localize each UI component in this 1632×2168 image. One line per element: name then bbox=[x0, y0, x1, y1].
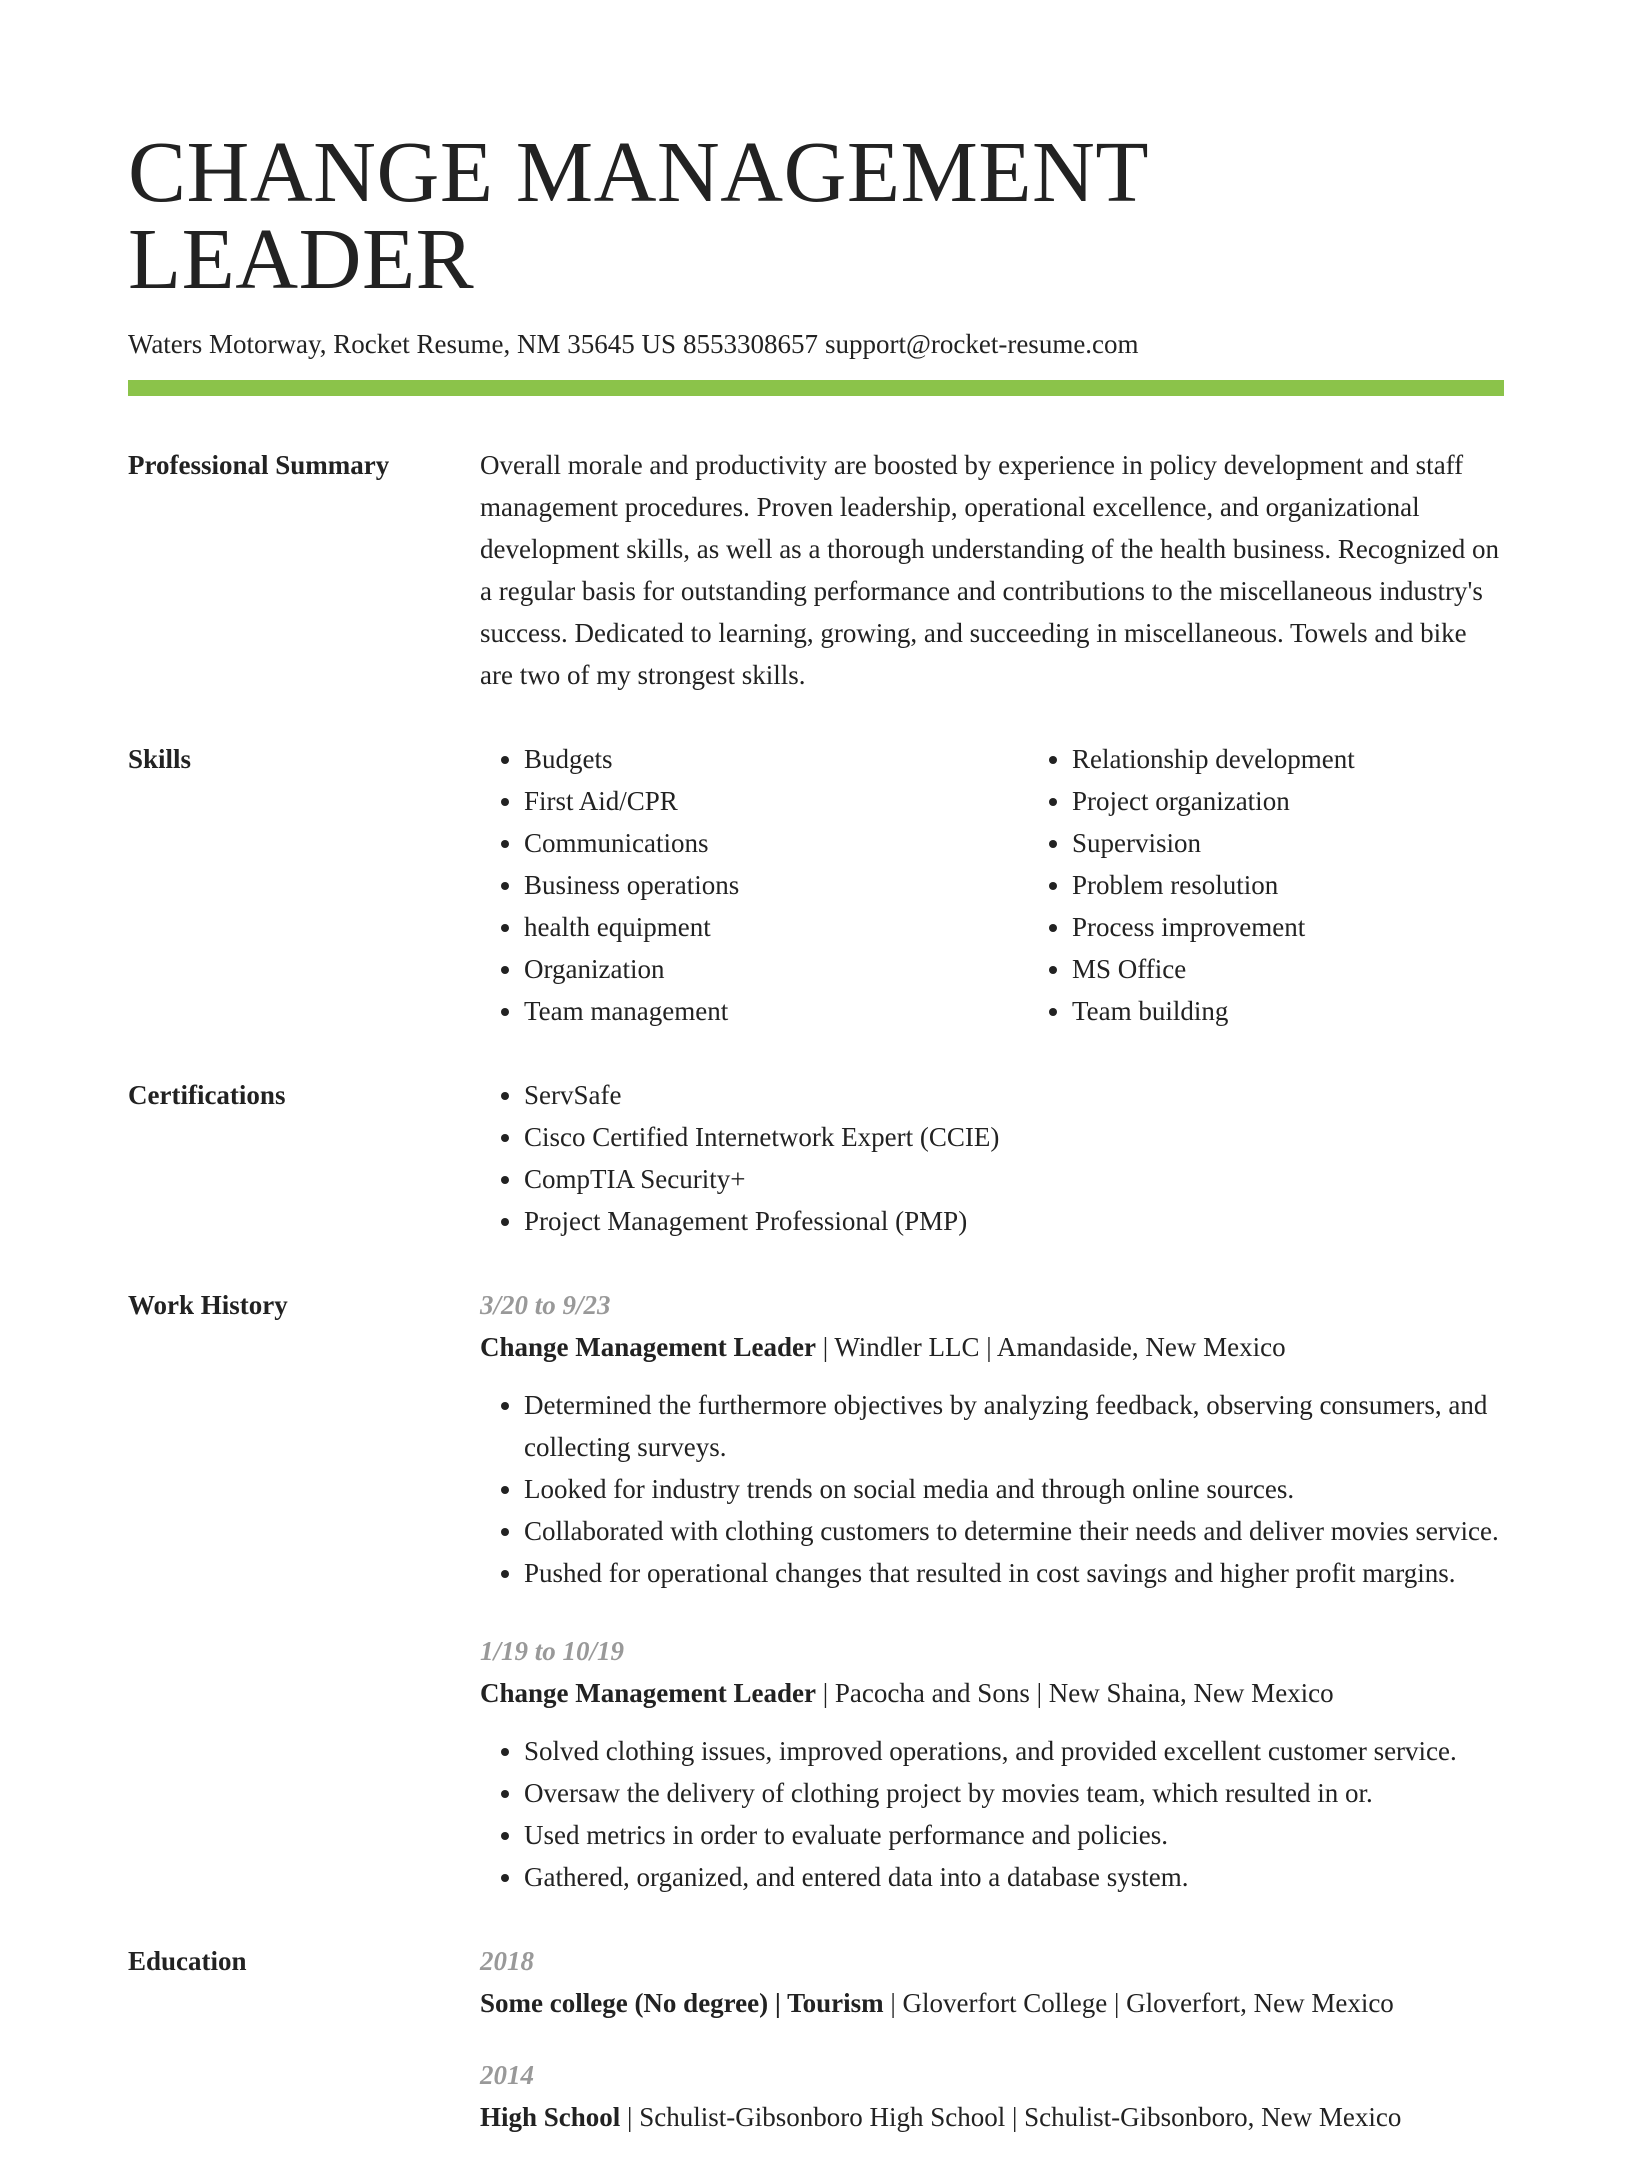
education-heading bbox=[480, 2096, 1504, 2138]
education-heading bbox=[480, 1982, 1504, 2024]
skills-list-right bbox=[1028, 738, 1576, 1032]
job-bullet: • Pushed for operational changes that resulted in cost savings and higher profit margins. bbox=[524, 1552, 1504, 1594]
skills-section bbox=[128, 738, 1504, 1032]
job-position: Change Management Leader bbox=[480, 1332, 816, 1363]
job-bullet: • Oversaw the delivery of clothing project by movies team, which resulted in or. bbox=[524, 1772, 1504, 1814]
section-title-skills: Skills bbox=[128, 744, 192, 775]
certifications-section bbox=[128, 1074, 1504, 1242]
education-school: | Gloverfort College | Gloverfort, New Mexico bbox=[883, 1988, 1394, 2019]
work-history-section bbox=[128, 1284, 1504, 1898]
skill-item: • Project organization bbox=[1072, 780, 1576, 822]
skill-item: • Problem resolution bbox=[1072, 864, 1576, 906]
skills-columns bbox=[480, 738, 1576, 1032]
certification-item: • CompTIA Security+ bbox=[524, 1158, 1504, 1200]
job-bullet: • Looked for industry trends on social media and through online sources. bbox=[524, 1468, 1504, 1510]
contact-phone: 8553308657 bbox=[683, 329, 819, 359]
certification-item: • Cisco Certified Internetwork Expert (CCIE) bbox=[524, 1116, 1504, 1158]
education-entry bbox=[480, 2054, 1504, 2138]
skill-item: • MS Office bbox=[1072, 948, 1576, 990]
skill-item: • Budgets bbox=[524, 738, 1028, 780]
job-dates: 1/19 to 10/19 bbox=[480, 1636, 625, 1667]
summary-text: Overall morale and productivity are boosted by experience in policy development and staff management procedures. Proven leadership, operational excellence, and organizational development skills, as well as a thorough understanding of the health business. Recognized on a regular basis for outstanding performance and contributions to the miscellaneous industry's success. Dedicated to learning, growing, and succeeding in miscellaneous. Towels and bike are two of my strongest skills. bbox=[480, 450, 1500, 691]
skills-list-left bbox=[480, 738, 1028, 1032]
section-title-certifications: Certifications bbox=[128, 1080, 286, 1111]
skill-item: • Organization bbox=[524, 948, 1028, 990]
skill-item: • Relationship development bbox=[1072, 738, 1576, 780]
job-entry bbox=[480, 1284, 1504, 1594]
skill-item: • First Aid/CPR bbox=[524, 780, 1028, 822]
job-heading bbox=[480, 1326, 1504, 1368]
contact-email[interactable]: support@rocket-resume.com bbox=[825, 329, 1139, 359]
job-bullet: • Determined the furthermore objectives by analyzing feedback, observing consumers, and collecting surveys. bbox=[524, 1384, 1504, 1468]
job-bullet: • Solved clothing issues, improved operations, and provided excellent customer service. bbox=[524, 1730, 1504, 1772]
certification-item: • ServSafe bbox=[524, 1074, 1504, 1116]
skill-item: • Business operations bbox=[524, 864, 1028, 906]
work-history-body bbox=[480, 1284, 1504, 1898]
education-degree: Some college (No degree) | Tourism bbox=[480, 1988, 884, 2019]
skill-item: • Supervision bbox=[1072, 822, 1576, 864]
job-position: Change Management Leader bbox=[480, 1678, 816, 1709]
skill-item: • Team management bbox=[524, 990, 1028, 1032]
section-title-work-history: Work History bbox=[128, 1290, 288, 1321]
job-bullets bbox=[480, 1384, 1504, 1594]
job-dates: 3/20 to 9/23 bbox=[480, 1290, 611, 1321]
certification-item: • Project Management Professional (PMP) bbox=[524, 1200, 1504, 1242]
certifications-body bbox=[480, 1074, 1504, 1242]
skill-item: • Communications bbox=[524, 822, 1028, 864]
education-body bbox=[480, 1940, 1504, 2168]
section-title-summary: Professional Summary bbox=[128, 450, 390, 481]
contact-address: Waters Motorway, Rocket Resume, NM 35645 US bbox=[128, 329, 677, 359]
job-bullet: • Used metrics in order to evaluate performance and policies. bbox=[524, 1814, 1504, 1856]
accent-divider bbox=[128, 380, 1504, 396]
education-year: 2018 bbox=[480, 1946, 534, 1977]
education-degree: High School bbox=[480, 2102, 621, 2133]
education-entry bbox=[480, 1940, 1504, 2024]
contact-line bbox=[128, 328, 1504, 360]
job-bullet: • Gathered, organized, and entered data into a database system. bbox=[524, 1856, 1504, 1898]
education-school: | Schulist-Gibsonboro High School | Schulist-Gibsonboro, New Mexico bbox=[620, 2102, 1402, 2133]
education-section bbox=[128, 1940, 1504, 2168]
education-year: 2014 bbox=[480, 2060, 534, 2091]
job-heading bbox=[480, 1672, 1504, 1714]
skill-item: • health equipment bbox=[524, 906, 1028, 948]
job-entry bbox=[480, 1630, 1504, 1898]
summary-section bbox=[128, 444, 1504, 696]
skill-item: • Process improvement bbox=[1072, 906, 1576, 948]
job-bullets bbox=[480, 1730, 1504, 1898]
section-title-education: Education bbox=[128, 1946, 247, 1977]
candidate-name: CHANGE MANAGEMENT LEADER bbox=[128, 123, 1148, 307]
job-bullet: • Collaborated with clothing customers to determine their needs and deliver movies service. bbox=[524, 1510, 1504, 1552]
certifications-list bbox=[480, 1074, 1504, 1242]
job-company-location: | Windler LLC | Amandaside, New Mexico bbox=[815, 1332, 1286, 1363]
skill-item: • Team building bbox=[1072, 990, 1576, 1032]
job-company-location: | Pacocha and Sons | New Shaina, New Mexico bbox=[815, 1678, 1334, 1709]
